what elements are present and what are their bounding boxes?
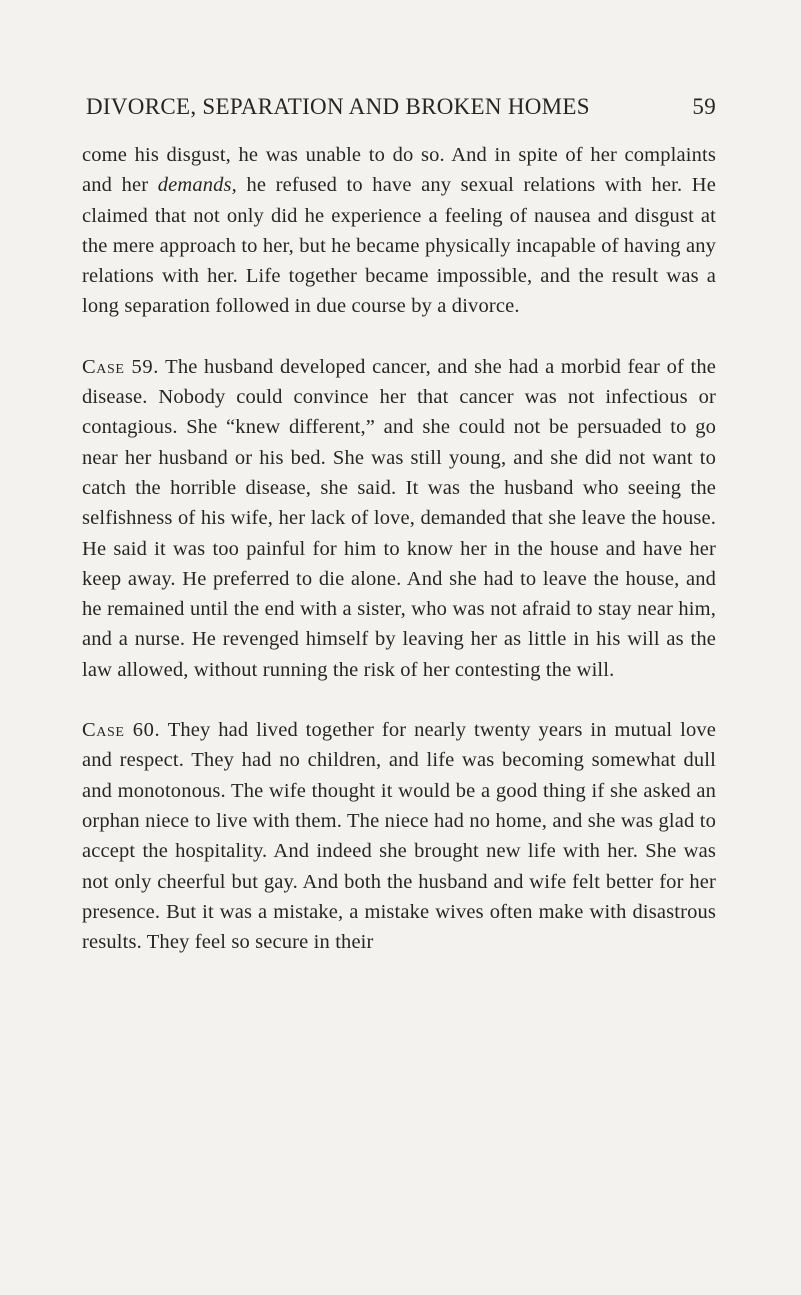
emphasized-word: demands, xyxy=(157,174,237,197)
body-text xyxy=(82,140,716,957)
running-head-title: DIVORCE, SEPARATION AND BROKEN HOMES xyxy=(86,94,590,119)
paragraph-case-60 xyxy=(82,715,716,957)
paragraph-case-59 xyxy=(82,352,716,685)
running-head xyxy=(82,88,716,128)
case-label: Case 60. xyxy=(82,719,161,742)
paragraph-text-before: come his disgust, he was unable to do so. And in spite of her complaints and her xyxy=(82,144,716,197)
book-page xyxy=(82,88,716,957)
case-label: Case 59. xyxy=(82,355,159,378)
paragraph-continuation xyxy=(82,140,716,322)
paragraph-text: They had lived together for nearly twenty years in mutual love and respect. They had no children, and life was becoming somewhat dull and monotonous. The wife thought it would be a good thing if she asked an orphan niece to live with them. The niece had no home, and she was glad to accept the hospitality. And indeed she brought new life with her. She was not only cheerful but gay. And both the husband and wife felt better for her presence. But it was a mistake, a mistake wives often make with disastrous results. They feel so secure in their xyxy=(82,719,716,954)
paragraph-text-after: he refused to have any sexual relations with her. He claimed that not only did he experience a feeling of nausea and disgust at the mere approach to her, but he became physically incapable of having any relations with her. Life together became impossible, and the result was a long separation followed in due course by a divorce. xyxy=(82,174,716,318)
page-number: 59 xyxy=(692,94,716,119)
paragraph-text: The husband developed cancer, and she had a morbid fear of the disease. Nobody could convince her that cancer was not infectious or contagious. She “knew different,” and she could not be persuaded to go near her husband or his bed. She was still young, and she did not want to catch the horrible disease, she said. It was the husband who seeing the selfishness of his wife, her lack of love, demanded that she leave the house. He said it was too painful for him to know her in the house and have her keep away. He preferred to die alone. And she had to leave the house, and he remained until the end with a sister, who was not afraid to stay near him, and a nurse. He revenged himself by leaving her as little in his will as the law allowed, without running the risk of her contesting the will. xyxy=(82,355,717,681)
